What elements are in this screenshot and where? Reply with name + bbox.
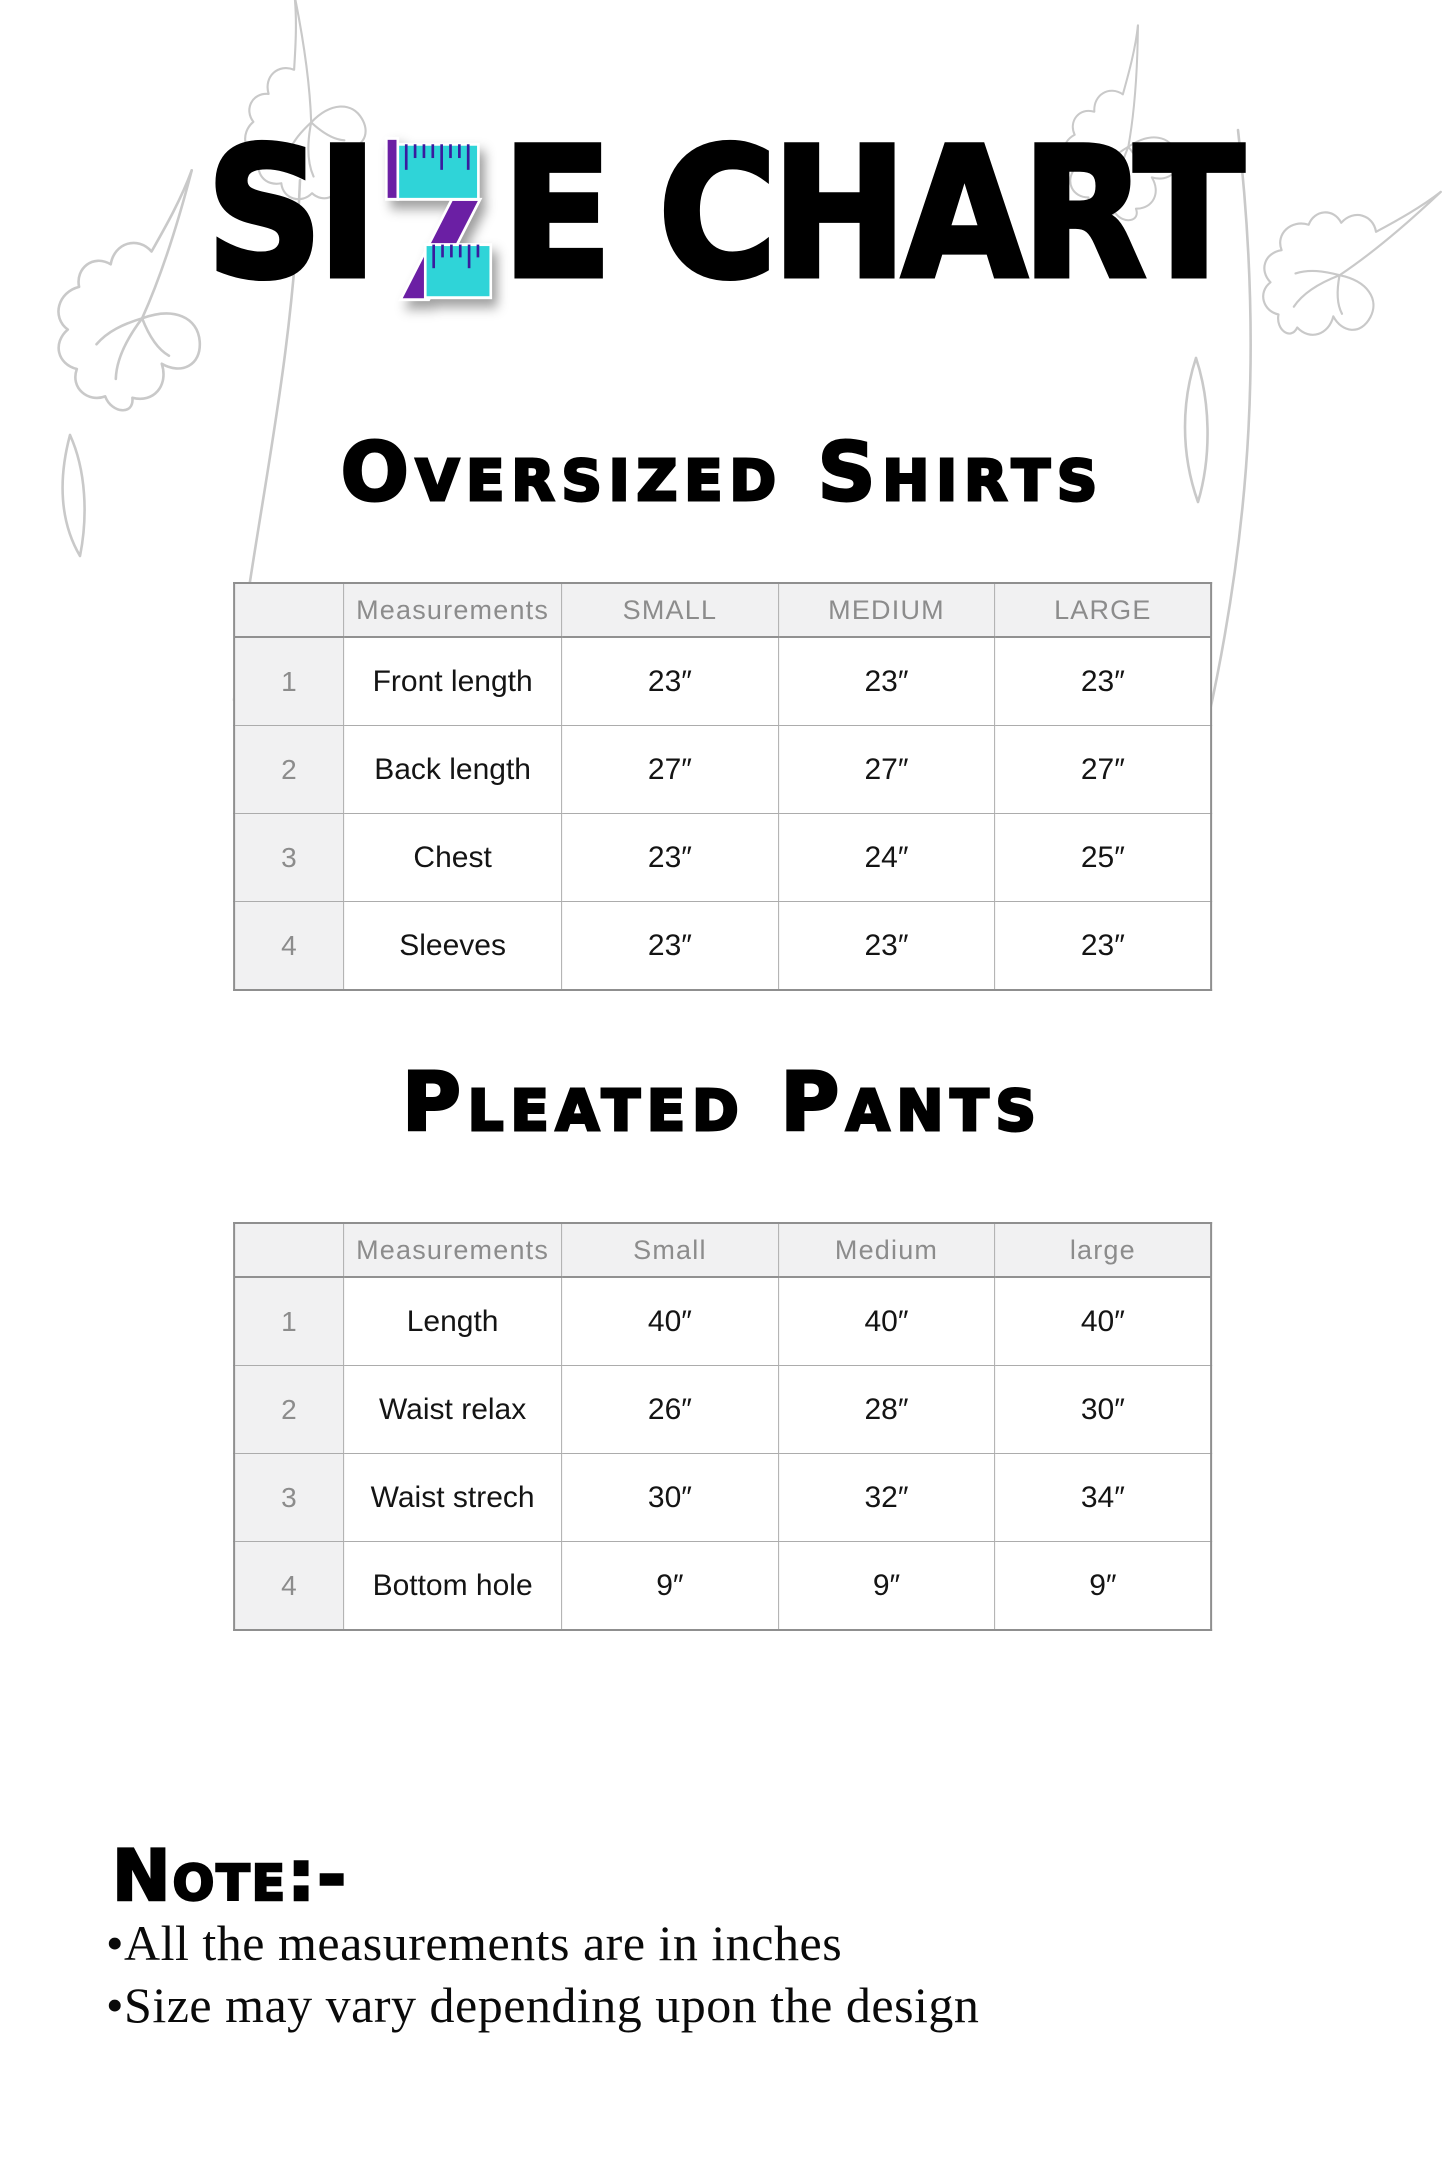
header-blank-cell — [234, 583, 344, 637]
page-title — [72, 110, 1373, 319]
note-bullet: •All the measurements are in inches — [106, 1915, 843, 1971]
header-blank-cell — [234, 1223, 344, 1277]
title-text-echart: E CHART — [501, 110, 1239, 319]
size-value-cell: 9″ — [562, 1542, 779, 1631]
header-medium-cell: MEDIUM — [778, 583, 995, 637]
note-bullet: •Size may vary depending upon the design — [106, 1977, 980, 2033]
shirts-section-heading: Oversized Shirts — [340, 426, 1105, 519]
measurement-label-cell: Front length — [344, 637, 562, 726]
measurement-label-cell: Chest — [344, 814, 562, 902]
row-number-cell: 1 — [234, 637, 344, 726]
row-number-cell: 2 — [234, 726, 344, 814]
row-number-cell: 3 — [234, 814, 344, 902]
measurement-label-cell: Length — [344, 1277, 562, 1366]
header-small-cell: SMALL — [562, 583, 779, 637]
size-value-cell: 26″ — [562, 1366, 779, 1454]
size-value-cell: 27″ — [995, 726, 1212, 814]
size-value-cell: 24″ — [778, 814, 995, 902]
size-value-cell: 23″ — [995, 902, 1212, 991]
header-medium-cell: Medium — [778, 1223, 995, 1277]
table-row — [234, 1366, 1212, 1454]
header-large-cell: large — [995, 1223, 1212, 1277]
size-value-cell: 23″ — [778, 637, 995, 726]
table-row — [234, 726, 1212, 814]
table-row — [234, 902, 1212, 991]
row-number-cell: 3 — [234, 1454, 344, 1542]
size-value-cell: 40″ — [562, 1277, 779, 1366]
size-value-cell: 30″ — [562, 1454, 779, 1542]
shirts-header-row — [234, 583, 1212, 637]
size-value-cell: 34″ — [995, 1454, 1212, 1542]
measurement-label-cell: Sleeves — [344, 902, 562, 991]
shirts-size-table — [233, 582, 1213, 991]
pants-size-table — [233, 1222, 1213, 1631]
header-measurements-cell: Measurements — [344, 1223, 562, 1277]
table-row — [234, 1542, 1212, 1631]
size-value-cell: 40″ — [995, 1277, 1212, 1366]
note-bullets — [106, 1912, 979, 2036]
size-value-cell: 27″ — [562, 726, 779, 814]
size-value-cell: 9″ — [778, 1542, 995, 1631]
size-value-cell: 23″ — [995, 637, 1212, 726]
table-row — [234, 814, 1212, 902]
size-value-cell: 27″ — [778, 726, 995, 814]
size-value-cell: 32″ — [778, 1454, 995, 1542]
header-measurements-cell: Measurements — [344, 583, 562, 637]
header-large-cell: LARGE — [995, 583, 1212, 637]
title-text-si: SI — [206, 110, 373, 319]
size-value-cell: 28″ — [778, 1366, 995, 1454]
note-heading: Note:- — [112, 1835, 349, 1917]
size-value-cell: 23″ — [562, 637, 779, 726]
table-row — [234, 1454, 1212, 1542]
pants-header-row — [234, 1223, 1212, 1277]
measurement-label-cell: Waist strech — [344, 1454, 562, 1542]
size-value-cell: 30″ — [995, 1366, 1212, 1454]
table-row — [234, 1277, 1212, 1366]
row-number-cell: 2 — [234, 1366, 344, 1454]
row-number-cell: 4 — [234, 902, 344, 991]
pants-section-heading: Pleated Pants — [402, 1056, 1043, 1149]
size-value-cell: 23″ — [778, 902, 995, 991]
size-value-cell: 23″ — [562, 814, 779, 902]
size-value-cell: 9″ — [995, 1542, 1212, 1631]
size-value-cell: 25″ — [995, 814, 1212, 902]
measurement-label-cell: Bottom hole — [344, 1542, 562, 1631]
size-value-cell: 40″ — [778, 1277, 995, 1366]
table-row — [234, 637, 1212, 726]
measurement-label-cell: Back length — [344, 726, 562, 814]
measuring-tape-z-icon — [385, 136, 493, 304]
measurement-label-cell: Waist relax — [344, 1366, 562, 1454]
row-number-cell: 4 — [234, 1542, 344, 1631]
size-value-cell: 23″ — [562, 902, 779, 991]
row-number-cell: 1 — [234, 1277, 344, 1366]
header-small-cell: Small — [562, 1223, 779, 1277]
